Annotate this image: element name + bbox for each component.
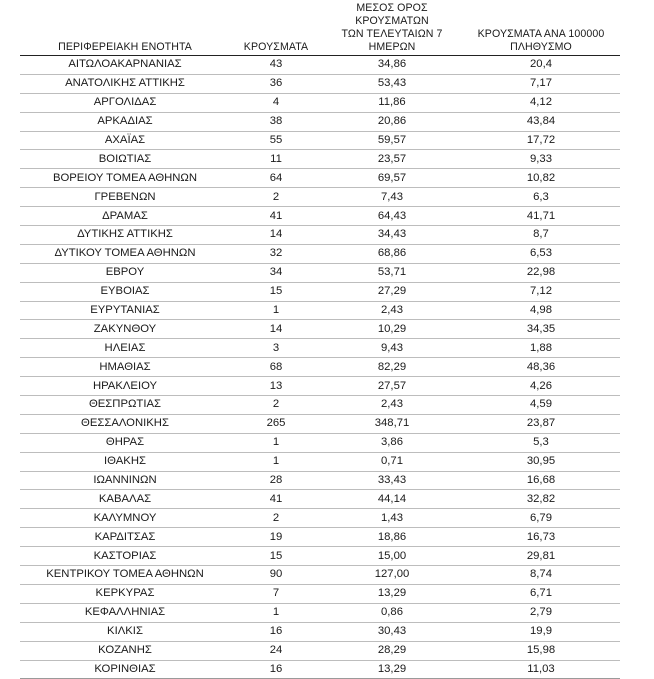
cell-cases: 11: [230, 150, 322, 169]
cell-avg7: 64,43: [322, 207, 462, 226]
table-row: [20, 263, 620, 282]
cell-per100k: 16,68: [462, 471, 620, 490]
header-per100k-line: ΚΡΟΥΣΜΑΤΑ ΑΝΑ 100000: [477, 28, 605, 40]
table-row: [20, 244, 620, 263]
cell-cases: 64: [230, 169, 322, 188]
table-row: [20, 566, 620, 585]
cell-region: ΙΘΑΚΗΣ: [20, 452, 230, 471]
cell-per100k: 17,72: [462, 131, 620, 150]
table-row: [20, 377, 620, 396]
cell-per100k: 30,95: [462, 452, 620, 471]
cell-per100k: 6,53: [462, 244, 620, 263]
cell-cases: 1: [230, 301, 322, 320]
cell-per100k: 22,98: [462, 263, 620, 282]
cell-cases: 90: [230, 566, 322, 585]
table-row: [20, 433, 620, 452]
cell-per100k: 34,35: [462, 320, 620, 339]
header-row: [20, 2, 620, 56]
cell-region: ΘΕΣΠΡΩΤΙΑΣ: [20, 396, 230, 415]
cell-per100k: 41,71: [462, 207, 620, 226]
cell-region: ΕΥΡΥΤΑΝΙΑΣ: [20, 301, 230, 320]
cell-avg7: 53,43: [322, 74, 462, 93]
cell-cases: 1: [230, 452, 322, 471]
cell-region: ΚΑΣΤΟΡΙΑΣ: [20, 547, 230, 566]
table-row: [20, 169, 620, 188]
table-row: [20, 603, 620, 622]
cell-cases: 1: [230, 433, 322, 452]
cell-per100k: 4,26: [462, 377, 620, 396]
cell-cases: 2: [230, 396, 322, 415]
cell-cases: 43: [230, 56, 322, 75]
table-row: [20, 584, 620, 603]
table-row: [20, 56, 620, 75]
cell-avg7: 30,43: [322, 622, 462, 641]
table-body: [20, 56, 620, 679]
cell-region: ΕΒΡΟΥ: [20, 263, 230, 282]
cell-region: ΚΕΡΚΥΡΑΣ: [20, 584, 230, 603]
cell-per100k: 1,88: [462, 339, 620, 358]
cell-per100k: 48,36: [462, 358, 620, 377]
cell-avg7: 34,86: [322, 56, 462, 75]
header-per100k: [462, 2, 620, 56]
cell-cases: 41: [230, 207, 322, 226]
cell-cases: 15: [230, 282, 322, 301]
cell-per100k: 4,59: [462, 396, 620, 415]
cell-avg7: 0,71: [322, 452, 462, 471]
table-row: [20, 660, 620, 679]
cell-avg7: 20,86: [322, 112, 462, 131]
table-row: [20, 226, 620, 245]
cell-per100k: 19,9: [462, 622, 620, 641]
cell-cases: 68: [230, 358, 322, 377]
table-row: [20, 74, 620, 93]
cell-avg7: 3,86: [322, 433, 462, 452]
table-row: [20, 282, 620, 301]
cell-region: ΚΑΒΑΛΑΣ: [20, 490, 230, 509]
cell-per100k: 6,79: [462, 509, 620, 528]
cell-per100k: 10,82: [462, 169, 620, 188]
cell-region: ΘΗΡΑΣ: [20, 433, 230, 452]
cell-per100k: 8,74: [462, 566, 620, 585]
cell-per100k: 6,3: [462, 188, 620, 207]
cell-region: ΔΡΑΜΑΣ: [20, 207, 230, 226]
cell-per100k: 43,84: [462, 112, 620, 131]
cell-avg7: 59,57: [322, 131, 462, 150]
cell-region: ΙΩΑΝΝΙΝΩΝ: [20, 471, 230, 490]
cell-region: ΚΑΡΔΙΤΣΑΣ: [20, 528, 230, 547]
cell-cases: 4: [230, 93, 322, 112]
table-row: [20, 547, 620, 566]
cell-avg7: 68,86: [322, 244, 462, 263]
cell-cases: 38: [230, 112, 322, 131]
cell-cases: 55: [230, 131, 322, 150]
cell-region: ΒΟΡΕΙΟΥ ΤΟΜΕΑ ΑΘΗΝΩΝ: [20, 169, 230, 188]
cell-region: ΕΥΒΟΙΑΣ: [20, 282, 230, 301]
cell-avg7: 10,29: [322, 320, 462, 339]
table-row: [20, 414, 620, 433]
header-avg7-line: ΤΩΝ ΤΕΛΕΥΤΑΙΩΝ 7: [341, 28, 443, 40]
table-row: [20, 622, 620, 641]
cell-region: ΑΝΑΤΟΛΙΚΗΣ ΑΤΤΙΚΗΣ: [20, 74, 230, 93]
cell-region: ΗΜΑΘΙΑΣ: [20, 358, 230, 377]
cell-region: ΑΙΤΩΛΟΑΚΑΡΝΑΝΙΑΣ: [20, 56, 230, 75]
cell-cases: 32: [230, 244, 322, 263]
table-row: [20, 188, 620, 207]
cell-avg7: 34,43: [322, 226, 462, 245]
cell-per100k: 7,17: [462, 74, 620, 93]
cell-per100k: 5,3: [462, 433, 620, 452]
cell-cases: 16: [230, 660, 322, 679]
cell-avg7: 2,43: [322, 301, 462, 320]
cell-cases: 7: [230, 584, 322, 603]
header-cases: ΚΡΟΥΣΜΑΤΑ: [243, 41, 309, 53]
cell-avg7: 23,57: [322, 150, 462, 169]
table-row: [20, 641, 620, 660]
cell-region: ΚΙΛΚΙΣ: [20, 622, 230, 641]
cell-region: ΚΟΡΙΝΘΙΑΣ: [20, 660, 230, 679]
cell-avg7: 27,57: [322, 377, 462, 396]
cell-per100k: 4,12: [462, 93, 620, 112]
cell-per100k: 8,7: [462, 226, 620, 245]
table-row: [20, 301, 620, 320]
header-avg7: [322, 2, 462, 56]
cell-per100k: 16,73: [462, 528, 620, 547]
cell-avg7: 11,86: [322, 93, 462, 112]
header-region: ΠΕΡΙΦΕΡΕΙΑΚΗ ΕΝΟΤΗΤΑ: [58, 41, 192, 53]
cell-per100k: 29,81: [462, 547, 620, 566]
cell-region: ΚΕΦΑΛΛΗΝΙΑΣ: [20, 603, 230, 622]
cell-region: ΚΟΖΑΝΗΣ: [20, 641, 230, 660]
cell-per100k: 6,71: [462, 584, 620, 603]
cell-avg7: 348,71: [322, 414, 462, 433]
table-row: [20, 93, 620, 112]
cell-avg7: 127,00: [322, 566, 462, 585]
cell-cases: 15: [230, 547, 322, 566]
cell-region: ΚΕΝΤΡΙΚΟΥ ΤΟΜΕΑ ΑΘΗΝΩΝ: [20, 566, 230, 585]
cell-cases: 28: [230, 471, 322, 490]
header-avg7-line: ΜΕΣΟΣ ΟΡΟΣ ΚΡΟΥΣΜΑΤΩΝ: [355, 2, 429, 27]
table-row: [20, 112, 620, 131]
table-row: [20, 490, 620, 509]
cell-avg7: 28,29: [322, 641, 462, 660]
header-avg7-line: ΗΜΕΡΩΝ: [368, 41, 416, 53]
cell-cases: 41: [230, 490, 322, 509]
cell-avg7: 18,86: [322, 528, 462, 547]
cell-avg7: 44,14: [322, 490, 462, 509]
cell-region: ΑΧΑΪΑΣ: [20, 131, 230, 150]
cell-avg7: 27,29: [322, 282, 462, 301]
cell-avg7: 1,43: [322, 509, 462, 528]
cell-region: ΔΥΤΙΚΟΥ ΤΟΜΕΑ ΑΘΗΝΩΝ: [20, 244, 230, 263]
table-row: [20, 131, 620, 150]
table-row: [20, 471, 620, 490]
cell-cases: 14: [230, 320, 322, 339]
table-row: [20, 320, 620, 339]
cell-avg7: 2,43: [322, 396, 462, 415]
cell-avg7: 15,00: [322, 547, 462, 566]
cell-cases: 36: [230, 74, 322, 93]
cell-region: ΓΡΕΒΕΝΩΝ: [20, 188, 230, 207]
cell-cases: 3: [230, 339, 322, 358]
cell-avg7: 53,71: [322, 263, 462, 282]
cell-region: ΒΟΙΩΤΙΑΣ: [20, 150, 230, 169]
cell-avg7: 69,57: [322, 169, 462, 188]
cell-avg7: 13,29: [322, 584, 462, 603]
cell-per100k: 32,82: [462, 490, 620, 509]
table-header: [20, 2, 620, 56]
cell-avg7: 82,29: [322, 358, 462, 377]
cell-avg7: 13,29: [322, 660, 462, 679]
cell-per100k: 4,98: [462, 301, 620, 320]
cell-cases: 2: [230, 509, 322, 528]
cell-region: ΖΑΚΥΝΘΟΥ: [20, 320, 230, 339]
cell-cases: 24: [230, 641, 322, 660]
cell-per100k: 11,03: [462, 660, 620, 679]
cell-per100k: 15,98: [462, 641, 620, 660]
cell-cases: 14: [230, 226, 322, 245]
cell-region: ΗΛΕΙΑΣ: [20, 339, 230, 358]
table-row: [20, 150, 620, 169]
table-row: [20, 528, 620, 547]
header-per100k-line: ΠΛΗΘΥΣΜΟ: [510, 41, 572, 53]
cell-cases: 16: [230, 622, 322, 641]
cell-region: ΔΥΤΙΚΗΣ ΑΤΤΙΚΗΣ: [20, 226, 230, 245]
cell-per100k: 23,87: [462, 414, 620, 433]
table-row: [20, 339, 620, 358]
cell-region: ΚΑΛΥΜΝΟΥ: [20, 509, 230, 528]
cases-table: [20, 2, 620, 679]
cell-avg7: 33,43: [322, 471, 462, 490]
cell-per100k: 7,12: [462, 282, 620, 301]
table-row: [20, 452, 620, 471]
table-row: [20, 396, 620, 415]
table-row: [20, 509, 620, 528]
cell-region: ΘΕΣΣΑΛΟΝΙΚΗΣ: [20, 414, 230, 433]
cell-cases: 1: [230, 603, 322, 622]
table-row: [20, 207, 620, 226]
cell-cases: 13: [230, 377, 322, 396]
cell-region: ΗΡΑΚΛΕΙΟΥ: [20, 377, 230, 396]
cell-avg7: 0,86: [322, 603, 462, 622]
cell-cases: 2: [230, 188, 322, 207]
cell-per100k: 20,4: [462, 56, 620, 75]
cell-region: ΑΡΓΟΛΙΔΑΣ: [20, 93, 230, 112]
cell-per100k: 2,79: [462, 603, 620, 622]
cell-avg7: 9,43: [322, 339, 462, 358]
cell-cases: 19: [230, 528, 322, 547]
cell-cases: 265: [230, 414, 322, 433]
table-row: [20, 358, 620, 377]
cell-per100k: 9,33: [462, 150, 620, 169]
cell-cases: 34: [230, 263, 322, 282]
cell-avg7: 7,43: [322, 188, 462, 207]
cell-region: ΑΡΚΑΔΙΑΣ: [20, 112, 230, 131]
